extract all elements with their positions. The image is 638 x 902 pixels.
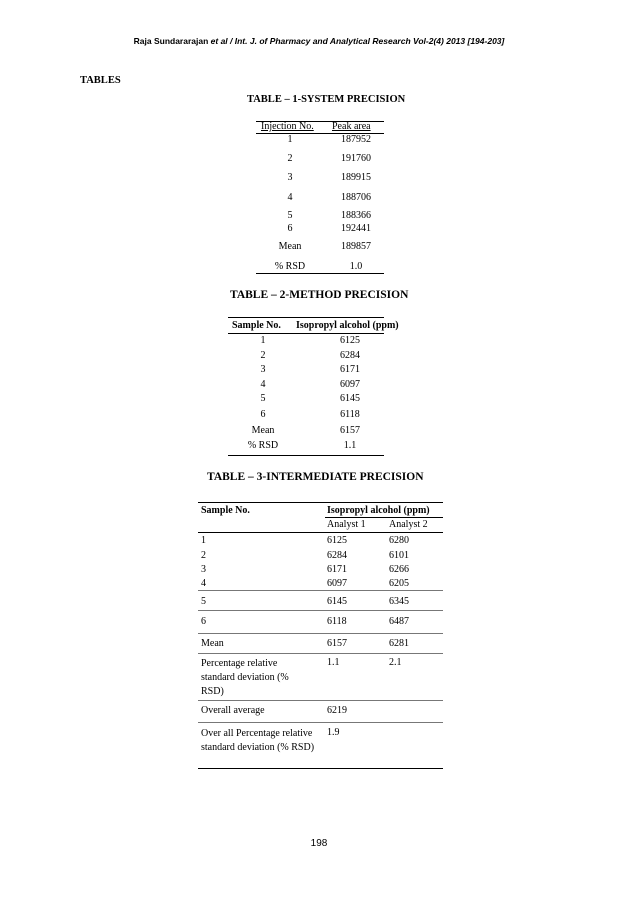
header-journal: / Int. J. of Pharmacy and Analytical Research Vol-2(4) 2013 [194-203] — [227, 36, 505, 46]
table3-group-rule — [325, 517, 443, 518]
table3-cell: 6157 — [327, 638, 347, 649]
table3-cell: 3 — [201, 564, 206, 575]
table2-title: TABLE – 2-METHOD PRECISION — [230, 289, 409, 301]
table3-row-rule — [198, 722, 443, 723]
table1-title: TABLE – 1-SYSTEM PRECISION — [247, 94, 406, 105]
table3-cell: 1.9 — [327, 727, 340, 738]
table2-cell: 1.1 — [343, 440, 357, 451]
table1-cell: 6 — [287, 223, 293, 234]
table2-cell: 5 — [260, 393, 266, 404]
table1-cell: 3 — [287, 172, 293, 183]
table1-cell: 191760 — [341, 153, 371, 164]
table3-bottom-rule — [198, 768, 443, 769]
table2-cell: 6125 — [340, 335, 360, 346]
table1-cell: 188366 — [341, 210, 371, 221]
header-author: Raja Sundararajan — [133, 36, 209, 46]
table3-row-rule — [198, 590, 443, 591]
table1-cell: 187952 — [341, 134, 371, 145]
table2-header-sample: Sample No. — [232, 320, 281, 331]
table2-top-rule — [228, 317, 384, 318]
table1-cell: 188706 — [341, 192, 371, 203]
table2-cell: 6 — [260, 409, 266, 420]
table1-header-peak: Peak area — [332, 121, 371, 132]
table2-header-rule — [228, 333, 384, 334]
table1-cell: 192441 — [341, 223, 371, 234]
table2-cell: 2 — [260, 350, 266, 361]
table2-cell: 3 — [260, 364, 266, 375]
table3-top-rule — [198, 502, 443, 503]
page-number: 198 — [310, 838, 328, 849]
table3-subheader-analyst2: Analyst 2 — [389, 519, 428, 530]
table1-cell: 5 — [287, 210, 293, 221]
table1-cell: 4 — [287, 192, 293, 203]
table3-cell: 6345 — [389, 596, 409, 607]
table3-cell: 6205 — [389, 578, 409, 589]
table3-cell: 5 — [201, 596, 206, 607]
table3-title: TABLE – 3-INTERMEDIATE PRECISION — [207, 471, 424, 483]
table3-cell: 6487 — [389, 616, 409, 627]
table3-cell: Over all Percentage relative standard deviation (% RSD) — [201, 728, 315, 753]
table1-cell: 1.0 — [349, 261, 363, 272]
table1-cell: 189915 — [341, 172, 371, 183]
table3-cell: 6266 — [389, 564, 409, 575]
table2-cell: % RSD — [247, 440, 279, 451]
table3-cell: 6118 — [327, 616, 347, 627]
table3-cell: 6101 — [389, 550, 409, 561]
table2-header-ipa: Isopropyl alcohol (ppm) — [296, 320, 399, 331]
table2-cell: 6284 — [340, 350, 360, 361]
table3-cell: 6280 — [389, 535, 409, 546]
table3-cell: 2.1 — [389, 657, 402, 668]
table3-cell: Overall average — [201, 705, 265, 716]
table1-bottom-rule — [256, 273, 384, 274]
table3-cell: Mean — [201, 638, 224, 649]
table3-row-rule — [198, 633, 443, 634]
section-label: TABLES — [80, 75, 121, 86]
table2-cell: 1 — [260, 335, 266, 346]
table1-cell: 2 — [287, 153, 293, 164]
table3-cell: 1.1 — [327, 657, 340, 668]
table2-bottom-rule — [228, 455, 384, 456]
table2-cell: 6171 — [340, 364, 360, 375]
header-etal: et al — [210, 36, 228, 46]
table3-cell: 6097 — [327, 578, 347, 589]
table3-row-rule — [198, 610, 443, 611]
table3-cell: 6125 — [327, 535, 347, 546]
table3-cell: 6145 — [327, 596, 347, 607]
table3-header-ipa: Isopropyl alcohol (ppm) — [327, 505, 430, 516]
table3-header-rule — [198, 532, 443, 533]
table2-cell: 6097 — [340, 379, 360, 390]
table3-header-sample: Sample No. — [201, 505, 250, 516]
table3-subheader-analyst1: Analyst 1 — [327, 519, 366, 530]
table2-cell: 4 — [260, 379, 266, 390]
table3-cell: 4 — [201, 578, 206, 589]
table3-cell: 6219 — [327, 705, 347, 716]
running-header — [0, 36, 638, 46]
table3-cell: 6284 — [327, 550, 347, 561]
table3-cell: 6281 — [389, 638, 409, 649]
table3-cell: Percentage relative standard deviation (% RSD) — [201, 658, 289, 697]
table3-cell: 1 — [201, 535, 206, 546]
table2-cell: Mean — [251, 425, 275, 436]
table3-cell: 6171 — [327, 564, 347, 575]
table1-header-injection: Injection No. — [261, 121, 314, 132]
table2-cell: 6145 — [340, 393, 360, 404]
table3-row-rule — [198, 700, 443, 701]
table1-cell: 1 — [287, 134, 293, 145]
table1-cell: Mean — [278, 241, 302, 252]
table1-cell: % RSD — [274, 261, 306, 272]
table2-cell: 6157 — [340, 425, 360, 436]
table3-cell: 6 — [201, 616, 206, 627]
table2-cell: 6118 — [340, 409, 360, 420]
table3-row-rule — [198, 653, 443, 654]
table1-cell: 189857 — [341, 241, 371, 252]
table3-cell: 2 — [201, 550, 206, 561]
